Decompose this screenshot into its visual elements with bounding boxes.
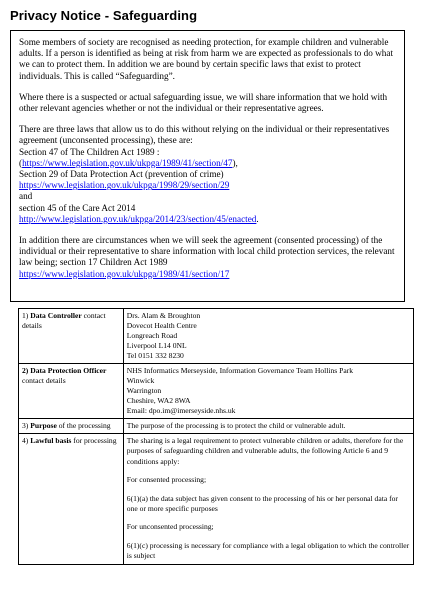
controller-line: Dovecot Health Centre xyxy=(126,321,197,330)
law2-link[interactable]: https://www.legislation.gov.uk/ukpga/1998/29/section/29 xyxy=(19,180,230,191)
dpo-line: Winwick xyxy=(126,376,155,385)
lawful-paragraph: 6(1)(a) the data subject has given consent to the processing of his or her personal data for one or more specific purposes xyxy=(126,493,398,514)
law3-link[interactable]: http://www.legislation.gov.uk/ukpga/2014/23/section/45/enacted xyxy=(19,213,257,224)
intro-paragraph-4 xyxy=(19,235,398,280)
law1-link[interactable]: https://www.legislation.gov.uk/ukpga/1989/41/section/47 xyxy=(22,157,233,168)
dpo-line: Cheshire, WA2 8WA xyxy=(126,396,191,405)
laws-intro: There are three laws that allow us to do this without relying on the individual or their representatives agreement (unconsented processing), these are: xyxy=(19,124,390,146)
info-table xyxy=(18,308,414,565)
and-text: and xyxy=(19,191,33,202)
intro-paragraph-2: Where there is a suspected or actual safeguarding issue, we will share information that we hold with other relevant agencies whether or not the individual or their representative agrees. xyxy=(19,91,388,114)
dpo-line: Warrington xyxy=(126,386,162,395)
data-controller-label: 1) Data Controller contact details xyxy=(19,309,124,364)
dpo-line: Email: dpo.im@imerseyside.nhs.uk xyxy=(126,406,236,415)
controller-line: Liverpool L14 0NL xyxy=(126,341,187,350)
lawful-paragraph: For unconsented processing; xyxy=(126,522,214,532)
dpo-label: 2) Data Protection Officer contact details xyxy=(19,364,124,419)
lawful-paragraph: For consented processing; xyxy=(126,475,207,485)
purpose-value: The purpose of the processing is to protect the child or vulnerable adult. xyxy=(123,419,413,434)
law1-close: ), xyxy=(232,157,238,168)
table-row xyxy=(19,364,414,419)
data-controller-details xyxy=(123,309,413,364)
intro-paragraph-3 xyxy=(19,124,398,225)
lawful-paragraph: 6(1)(c) processing is necessary for compliance with a legal obligation to which the controller is subject xyxy=(126,540,410,561)
controller-line: Tel 0151 332 8230 xyxy=(126,351,184,360)
controller-line: Drs. Alam & Broughton xyxy=(126,311,201,320)
law3-end: . xyxy=(256,213,259,224)
page-title: Privacy Notice - Safeguarding xyxy=(10,8,198,23)
dpo-line: NHS Informatics Merseyside, Information Governance Team Hollins Park xyxy=(126,366,354,375)
children-act-link[interactable]: https://www.legislation.gov.uk/ukpga/1989/41/section/17 xyxy=(19,268,230,279)
table-row xyxy=(19,309,414,364)
law2-name: Section 29 of Data Protection Act (prevention of crime) xyxy=(19,169,224,180)
purpose-label: 3) Purpose of the processing xyxy=(19,419,124,434)
law1-name: Section 47 of The Children Act 1989 : xyxy=(19,146,160,157)
table-row xyxy=(19,419,414,434)
lawful-basis-value xyxy=(123,434,413,565)
table-row xyxy=(19,434,414,565)
dpo-details xyxy=(123,364,413,419)
controller-line: Longreach Road xyxy=(126,331,178,340)
lawful-paragraph: The sharing is a legal requirement to protect vulnerable children or adults, therefore for the purposes of safeguarding children and vulnerable adults, the following Article 6 and 9 conditions apply: xyxy=(126,436,404,466)
law1-open: ( xyxy=(19,157,23,168)
consented-text: In addition there are circumstances when we will seek the agreement (consented processing) of the individual or their representative to share information with local child protection services, the relevant law being; section 17 Children Act 1989 xyxy=(19,235,395,268)
intro-paragraph-1: Some members of society are recognised as needing protection, for example children and vulnerable adults. If a person is identified as being at risk from harm we are expected as professionals to do what we can to protect them. In addition we are bound by certain specific laws that exist to protect individuals. This is called “Safeguarding”. xyxy=(19,37,394,81)
law3-name: section 45 of the Care Act 2014 xyxy=(19,202,136,213)
intro-box xyxy=(10,30,405,302)
lawful-basis-label: 4) Lawful basis for processing xyxy=(19,434,124,565)
